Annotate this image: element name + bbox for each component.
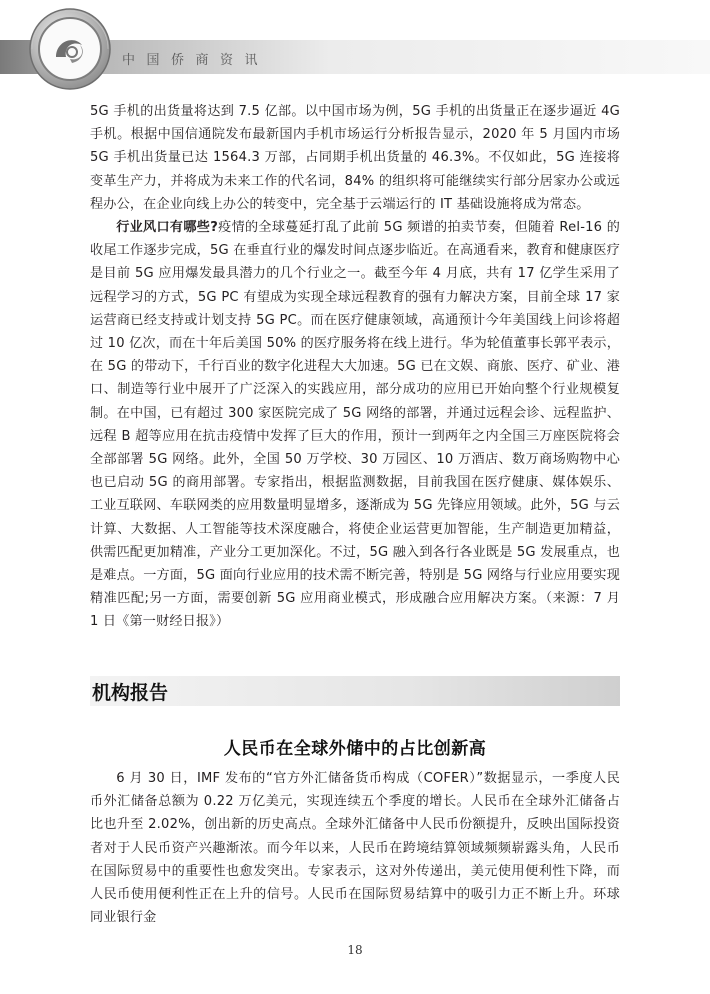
paragraph: 5G 手机的出货量将达到 7.5 亿部。以中国市场为例，5G 手机的出货量正在逐步逼近 4G 手机。根据中国信通院发布最新国内手机市场运行分析报告显示，2020 年 5 月国内市场 5G 手机出货量已达 1564.3 万部，占同期手机出货量的 46.3%。不仅如此，5G 连接将变革生产力，并将成为未来工作的代名词，84% 的组织将可能继续实行部分居家办公或远程办公，在企业向线上办公的转变中，完全基于云端运行的 IT 基础设施将成为常态。	[90, 104, 620, 212]
paragraph-lead-heading: 行业风口有哪些?	[116, 220, 218, 236]
paragraph-text: 疫情的全球蔓延打乱了此前 5G 频谱的拍卖节奏，但随着 Rel-16 的收尾工作逐步完成，5G 在垂直行业的爆发时间点逐步临近。在高通看来，教育和健康医疗是目前 5G 应用爆发最具潜力的几个行业之一。截至今年 4 月底，共有 17 亿学生采用了远程学习的方式，5G PC 有望成为实现全球远程教育的强有力解决方案，目前全球 17 家运营商已经支持或计划支持 5G PC。而在医疗健康领域，高通预计今年美国线上问诊将超过 10 亿次，而在十年后美国 50% 的医疗服务将在线上进行。华为轮值董事长郭平表示，在 5G 的带动下，千行百业的数字化进程大大加速。5G 已在文娱、商旅、医疗、矿业、港口、制造等行业中展开了广泛深入的实践应用，部分成功的应用已开始向整个行业规模复制。在中国，已有超过 300 家医院完成了 5G 网络的部署，并通过远程会诊、远程监护、远程 B 超等应用在抗击疫情中发挥了巨大的作用，预计一到两年之内全国三万座医院将会全部部署 5G 网络。此外，全国 50 万学校、30 万园区、10 万酒店、数万商场购物中心也已启动 5G 的商用部署。专家指出，根据监测数据，目前我国在医疗健康、媒体娱乐、工业互联网、车联网类的应用数量明显增多，逐渐成为 5G 先锋应用领域。此外，5G 与云计算、大数据、人工智能等技术深度融合，将使企业运营更加智能，生产制造更加精益，供需匹配更加精准，产业分工更加深化。不过，5G 融入到各行各业既是 5G 发展重点，也是难点。一方面，5G 面向行业应用的技术需不断完善，特别是 5G 网络与行业应用要实现精准匹配;另一方面，需要创新 5G 应用商业模式，形成融合应用解决方案。（来源：7 月 1 日《第一财经日报》）	[90, 220, 620, 630]
logo-emblem	[26, 5, 114, 93]
paragraph: 6 月 30 日，IMF 发布的“官方外汇储备货币构成（COFER）”数据显示，一季度人民币外汇储备总额为 0.22 万亿美元，实现连续五个季度的增长。人民币在全球外汇储备占比也升至 2.02%，创出新的历史高点。全球外汇储备中人民币份额提升，反映出国际投资者对于人民币资产兴趣渐浓。而今年以来，人民币在跨境结算领域频频崭露头角，人民币在国际贸易中的重要性也愈发突出。专家表示，这对外传递出，美元使用便利性下降，而人民币使用便利性正在上升的信号。人民币在国际贸易结算中的吸引力正不断上升。环球同业银行金	[90, 771, 620, 926]
article-title: 人民币在全球外储中的占比创新高	[223, 739, 487, 759]
page-number: 18	[347, 943, 363, 957]
article-body	[90, 100, 620, 634]
paragraph	[90, 216, 620, 634]
article-body-2	[90, 767, 620, 929]
header-title: 中国侨商资讯	[122, 53, 270, 68]
section-title: 机构报告	[92, 682, 169, 704]
section-band	[90, 676, 620, 706]
